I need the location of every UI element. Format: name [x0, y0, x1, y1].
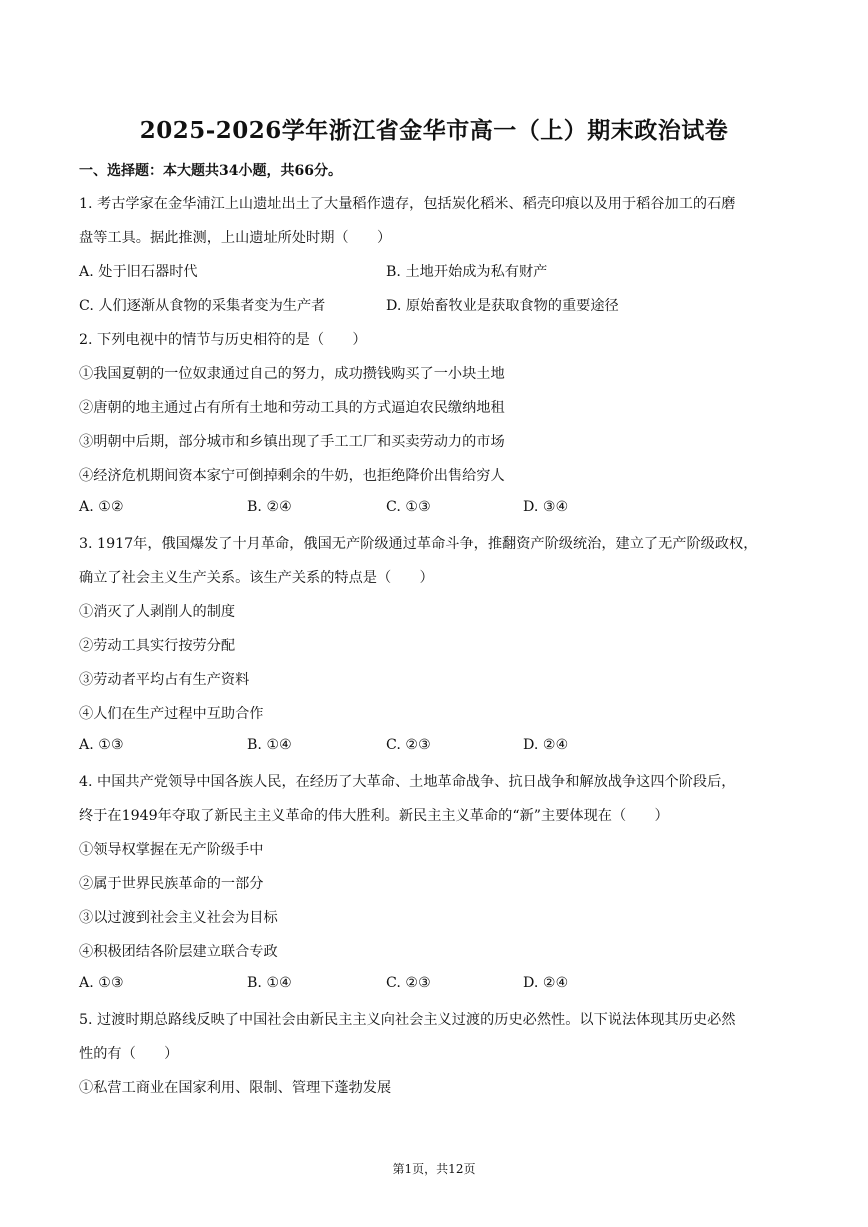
q3-statement-3: ③劳动者平均占有生产资料: [79, 672, 250, 688]
q3-option-a: A. ①③: [79, 737, 124, 753]
q3-statement-2: ②劳动工具实行按劳分配: [79, 638, 236, 654]
q4-option-c: C. ②③: [386, 975, 431, 991]
q4-option-b: B. ①④: [247, 975, 292, 991]
q2-option-a: A. ①②: [79, 499, 124, 515]
q1-option-a: A. 处于旧石器时代: [79, 264, 198, 280]
q2-option-b: B. ②④: [247, 499, 292, 515]
q4-statement-2: ②属于世界民族革命的一部分: [79, 876, 264, 892]
q3-option-d: D. ②④: [523, 737, 569, 753]
q3-statement-4: ④人们在生产过程中互助合作: [79, 706, 264, 722]
exam-title: 2025-2026学年浙江省金华市高一（上）期末政治试卷: [139, 117, 729, 144]
q5-stem-line1: 5. 过渡时期总路线反映了中国社会由新民主主义向社会主义过渡的历史必然性。以下说法体现其历史必然: [79, 1012, 736, 1028]
section-heading: 一、选择题：本大题共34小题，共66分。: [79, 163, 342, 179]
q2-stem: 2. 下列电视中的情节与历史相符的是（ ）: [79, 332, 367, 348]
q1-option-c: C. 人们逐渐从食物的采集者变为生产者: [79, 298, 326, 314]
q4-option-d: D. ②④: [523, 975, 569, 991]
q5-stem-line2: 性的有（ ）: [79, 1046, 179, 1062]
q3-option-b: B. ①④: [247, 737, 292, 753]
q3-option-c: C. ②③: [386, 737, 431, 753]
q3-statement-1: ①消灭了人剥削人的制度: [79, 604, 236, 620]
q1-option-d: D. 原始畜牧业是获取食物的重要途径: [386, 298, 619, 314]
q2-statement-4: ④经济危机期间资本家宁可倒掉剩余的牛奶，也拒绝降价出售给穷人: [79, 468, 505, 484]
q5-statement-1: ①私营工商业在国家利用、限制、管理下蓬勃发展: [79, 1080, 392, 1096]
q2-statement-1: ①我国夏朝的一位奴隶通过自己的努力，成功攒钱购买了一小块土地: [79, 366, 505, 382]
q1-option-b: B. 土地开始成为私有财产: [386, 264, 548, 280]
q4-option-a: A. ①③: [79, 975, 124, 991]
q4-stem-line1: 4. 中国共产党领导中国各族人民，在经历了大革命、土地革命战争、抗日战争和解放战争这四个阶段后，: [79, 774, 736, 790]
q4-statement-4: ④积极团结各阶层建立联合专政: [79, 944, 278, 960]
q4-stem-line2: 终于在1949年夺取了新民主主义革命的伟大胜利。新民主主义革命的“新”主要体现在（ ）: [79, 808, 669, 824]
q1-stem-line1: 1. 考古学家在金华浦江上山遗址出土了大量稻作遗存，包括炭化稻米、稻壳印痕以及用于稻谷加工的石磨: [79, 196, 736, 212]
q2-statement-3: ③明朝中后期，部分城市和乡镇出现了手工工厂和买卖劳动力的市场: [79, 434, 505, 450]
q2-option-d: D. ③④: [523, 499, 569, 515]
q4-statement-1: ①领导权掌握在无产阶级手中: [79, 842, 264, 858]
q2-statement-2: ②唐朝的地主通过占有所有土地和劳动工具的方式逼迫农民缴纳地租: [79, 400, 505, 416]
q3-stem-line1: 3. 1917年，俄国爆发了十月革命，俄国无产阶级通过革命斗争，推翻资产阶级统治，建立了无产阶级政权，: [79, 536, 758, 552]
q3-stem-line2: 确立了社会主义生产关系。该生产关系的特点是（ ）: [79, 570, 434, 586]
q1-stem-line2: 盘等工具。据此推测，上山遗址所处时期（ ）: [79, 230, 392, 246]
page-footer: 第1页，共12页: [392, 1162, 476, 1176]
q4-statement-3: ③以过渡到社会主义社会为目标: [79, 910, 278, 926]
q2-option-c: C. ①③: [386, 499, 431, 515]
